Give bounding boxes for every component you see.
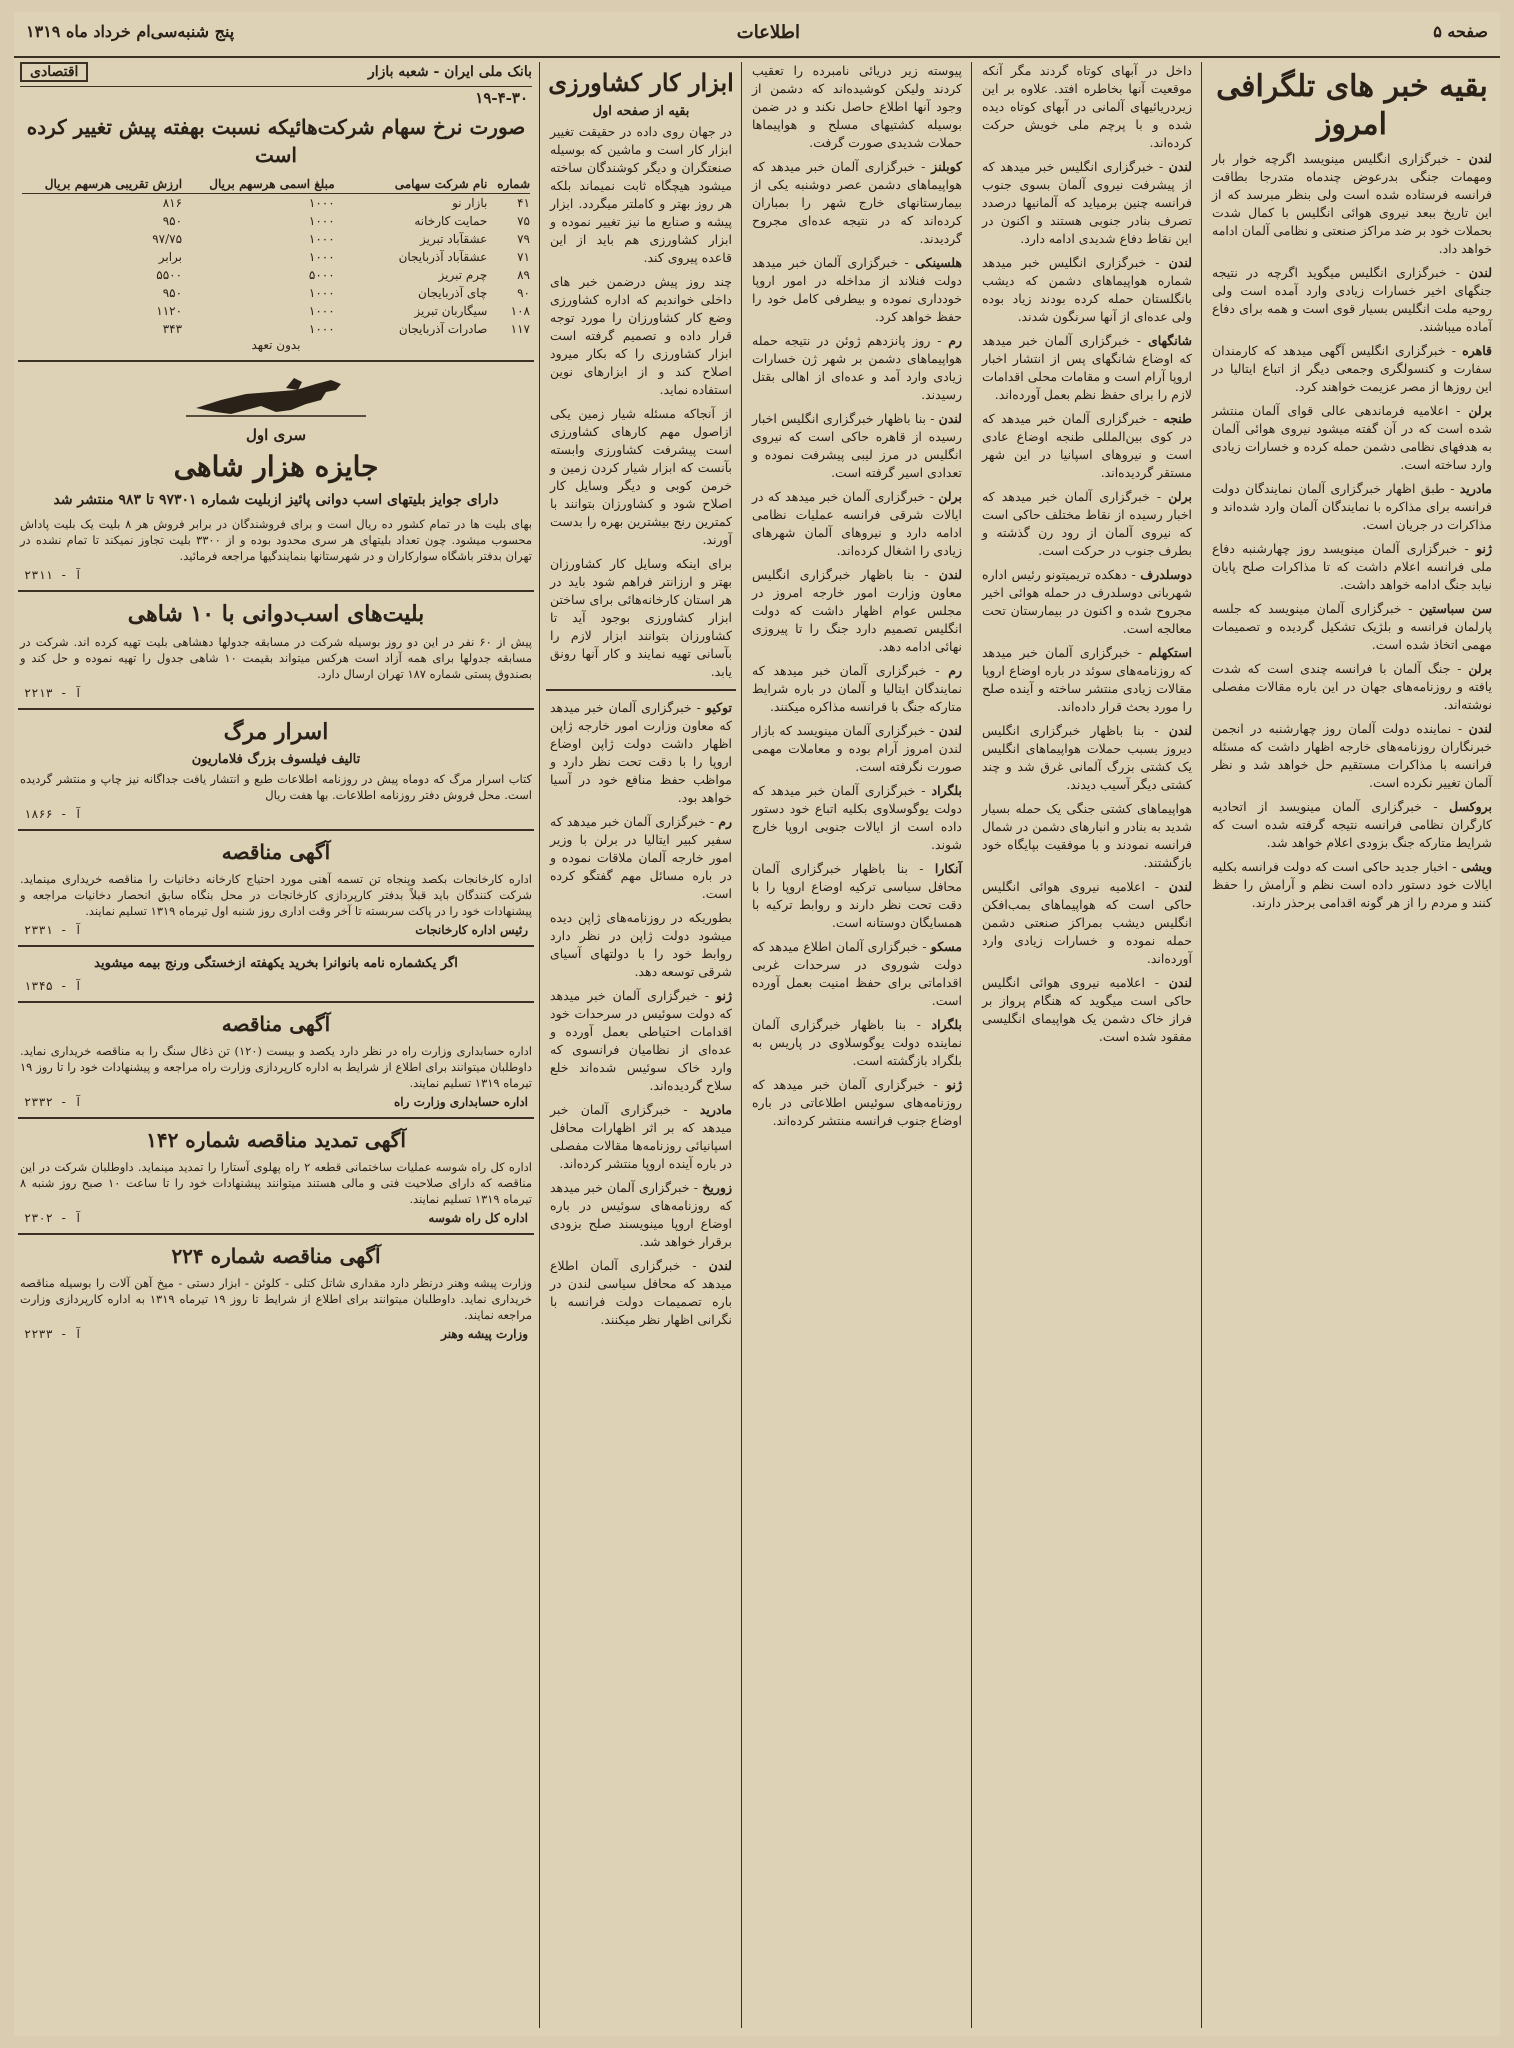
stock-cell-name: حمایت کارخانه [414,214,488,228]
news-item: رم - خبرگزاری آلمان خبر میدهد که سفیر کبیر ایتالیا در برلن با وزیر امور خارجه آلمان ملاقات نموده و در باره مسائل مهم گفتگو کرده است. [550,814,732,901]
stock-cell-num: ۷۹ [517,232,530,246]
stock-cell-nominal: ۱۰۰۰ [308,232,335,246]
news-item: لندن - خبرگزاری آلمان اطلاع میدهد که محافل سیاسی لندن در باره تصمیمات دولت فرانسه با نگرانی اظهار نظر میکنند. [550,1258,732,1327]
tender-signature: وزارت پیشه وهنر [441,1327,528,1341]
news-text: خبرگزاری آلمان مینویسد از اتحادیه کارگران نظامی فرانسه نتیجه گرفته شده است که شرایط متارکه جنگ بزودی اعلام خواهد شد. [1212,799,1492,850]
economy-header [20,62,532,87]
news-dateline: رم [948,333,963,348]
news-text: بنا باظهار خبرگزاری انگلیس دیروز بسبب حملات هواپیماهای انگلیس یک کشتی بزرگ آلمانی غرق شد و چند کشتی دیگر آسیب دیدند. [982,723,1192,792]
news-dateline: لندن [1168,159,1192,174]
tender-title: آگهی تمدید مناقصه شماره ۱۴۲ [146,1128,406,1152]
date-code: ۱۹-۴-۳۰ [475,89,528,107]
news-dateline: برلن [1468,661,1493,676]
news-text: خبرگزاری آلمان خبر میدهد که بر اثر اظهارات محافل اسپانیائی روزنامه‌ها مقالات مفصلی در باره آینده اروپا منتشر کرده‌اند. [550,1102,732,1171]
tender-signature: اداره حسابداری وزارت راه [394,1095,528,1109]
stock-cell-num: ۴۱ [517,196,530,210]
stock-cell-num: ۹۰ [517,286,530,300]
news-text: خبرگزاری آلمان خبر میدهد که سفیر کبیر ایتالیا در برلن با وزیر امور خارجه آلمان ملاقات نموده و در باره مسائل مهم گفتگو کرده است. [550,814,732,901]
news-item: سن سباستین - خبرگزاری آلمان مینویسد که جلسه پارلمان فرانسه و بلژیک تشکیل گردیده و تصمیمات مهمی اتخاذ شده است. [1212,601,1493,652]
stock-cell-num: ۷۱ [517,250,530,264]
stock-cell-num: ۱۰۸ [510,304,530,318]
news-item: هلسینکی - خبرگزاری آلمان خبر میدهد دولت فنلاند از مداخله در امور اروپا خودداری نموده و بیطرفی کامل خود را حفظ خواهد کرد. [752,255,962,324]
ad-code: آ - ۲۲۳۳ [24,1327,82,1341]
news-item: رم - خبرگزاری آلمان خبر میدهد که نمایندگان ایتالیا و آلمان در باره شرایط متارکه جنگ با فرانسه مذاکره میکنند. [752,663,962,714]
news-item: زوریخ - خبرگزاری آلمان خبر میدهد که روزنامه‌های سوئیس در باره اوضاع اروپا مینویسند صلح بزودی برقرار خواهد شد. [550,1180,732,1249]
table-row [22,212,530,230]
tender-footer [24,1211,528,1225]
news-item [550,123,732,267]
news-text: خبرگزاری آلمان خبر میدهد دولت فنلاند از مداخله در امور اروپا خودداری نموده و بیطرفی کامل خود را حفظ خواهد کرد. [752,255,962,324]
news-text: خبرگزاری آلمان اطلاع میدهد که محافل سیاسی لندن در باره تصمیمات دولت فرانسه با نگرانی اظهار نظر میکنند. [550,1258,732,1327]
stock-cell-nominal: ۱۰۰۰ [308,196,335,210]
stock-col-number: شماره [497,177,530,191]
news-item: بروکسل - خبرگزاری آلمان مینویسد از اتحادیه کارگران نظامی فرانسه نتیجه گرفته شده است که شرایط متارکه جنگ بزودی اعلام خواهد شد. [1212,799,1493,850]
book-body: کتاب اسرار مرگ که دوماه پیش در روزنامه اطلاعات طبع و انتشار یافت جداگانه نیز چاپ و منتشر گردیده است. محل فروش دفتر روزنامه اطلاعات. بها هفت ریال [20,772,532,802]
stock-cell-nominal: ۱۰۰۰ [308,214,335,228]
divider [18,945,534,947]
news-item: برلن - خبرگزاری آلمان خبر میدهد که در ایالات شرقی فرانسه عملیات نظامی ادامه دارد و نیروهای آلمان شهرهای زیادی را اشغال کرده‌اند. [752,489,962,558]
news-dateline: لندن [1168,255,1192,270]
news-dateline: لندن [708,1258,732,1273]
stock-cell-num: ۸۹ [517,268,530,282]
news-item [752,62,962,152]
news-text: خبرگزاری آلمان خبر میدهد که اوضاع شانگهای پس از انتشار اخبار اروپا آرام است و مقامات محلی اقدامات لازم را برای حفظ نظم بعمل آورده‌اند. [982,333,1192,402]
news-item: توکیو - خبرگزاری آلمان خبر میدهد که معاون وزارت امور خارجه ژاپن اظهار داشت دولت ژاپن اوضاع اروپا را با دقت تحت نظر دارد و مواظب حفظ منافع خود در آسیا خواهد بود. [550,700,732,805]
table-row [22,284,530,302]
page-number: صفحه ۵ [1433,22,1488,41]
news-item: کوبلنز - خبرگزاری آلمان خبر میدهد که هواپیماهای دشمن عصر دوشنبه یکی از بیمارستانهای خارج شهر را بمباران کرده‌اند که در نتیجه عده‌ای مجروح گردیدند. [752,159,962,246]
lottery-body: بهای بلیت ها در تمام کشور ده ریال است و برای فروشندگان در برابر فروش هر ۸ بلیت یک بلیت پاداش محسوب میشود. چون تعداد بلیتهای هر سری محدود بوده و از ۳۳۰۰ بلیت تجاوز نمیکند تا تمام نشده در تهران بدفتر باشگاه سوارکاران و در شهرستانها بنمایندگیها مراجعه فرمائید. [20,517,533,563]
stock-cell-name: سیگاربان تبریز [414,304,488,318]
stock-cell-name: عشقآباد تبریز [420,232,488,246]
section-tab-economy: اقتصادی [20,62,88,82]
stock-col-nominal: مبلغ اسمی هرسهم بریال [209,177,335,191]
table-row [22,320,530,338]
column-telegraph-news [1204,62,1500,2028]
divider [18,360,534,362]
news-text: داخل در آبهای کوتاه گردند مگر آنکه موقعیت آنها بخاطره افتد. علاوه بر این زیردریائیهای آلمانی در آبهای کوتاه دیده شده و با پرچم ملی خویش حرکت کرده‌اند. [982,63,1192,150]
news-item [550,405,732,549]
news-dateline: استکهلم [1149,645,1192,660]
news-text: جنگ آلمان با فرانسه چندی است که شدت یافته و روزنامه‌های جهان در این باره مقالات مفصلی نوشته‌اند. [1212,661,1492,712]
news-item: ژنو - خبرگزاری آلمان خبر میدهد که دولت سوئیس در سرحدات خود اقدامات احتیاطی بعمل آورده و عده‌ای از نظامیان فرانسوی که وارد خاک سوئیس شده‌اند خلع سلاح گردیده‌اند. [550,988,732,1093]
news-dateline: بلگراد [931,1017,963,1032]
newspaper-page [14,12,1500,2036]
news-text: از آنجاکه مسئله شیار زمین یکی ازاصول مهم کارهای کشاورزی است پیشرفت کشاورزی وابسته بآنست که ابزار شیار کردن زمین و خرمن کوبی و دیگر وسایل کار اصلاح شود و کشاورزان بتوانند با کمترین رنج بیشترین بهره را بدست آورند. [550,406,732,547]
column-rule [971,62,972,2028]
news-text: هواپیماهای کشتی جنگی یک حمله بسیار شدید به بنادر و انبارهای دشمن در شمال فرانسه نمودند و با موفقیت بپایگاه خود بازگشتند. [982,801,1192,870]
book-title: اسرار مرگ [223,719,329,745]
news-item [982,800,1192,872]
news-text: اخبار جدید حاکی است که دولت فرانسه بکلیه ایالات خود دستور داده است نظم و آرامش را حفظ کنند و مردم را از هر گونه اقدامی برحذر دارند. [1212,859,1492,910]
table-row [22,194,530,212]
news-text: بنا باظهار خبرگزاری آلمان نماینده دولت یوگوسلاوی در پاریس به بلگراد بازگشته است. [752,1017,962,1068]
news-text: بنا باظهار خبرگزاری انگلیس اخبار رسیده از قاهره حاکی است که نیروی انگلیس در مرز لیبی پیشرفت نموده و تعدادی اسیر گرفته است. [752,411,962,480]
news-text: بطوریکه در روزنامه‌های ژاپن دیده میشود دولت ژاپن در نظر دارد روابط خود را با دولتهای آسیای شرقی توسعه دهد. [550,910,732,979]
stock-cell-nominal: ۵۰۰۰ [308,268,335,282]
news-item: لندن - خبرگزاری آلمان مینویسد که بازار لندن امروز آرام بوده و معاملات مهمی صورت نگرفته است. [752,723,962,774]
bank-header: بانک ملی ایران - شعبه بازار [367,64,532,80]
column-rule [741,62,742,2028]
news-text: اعلامیه فرماندهی عالی قوای آلمان منتشر شده است که در آن گفته میشود نیروی هوائی آلمان به هدفهای نظامی دشمن حمله کرده و خسارات زیادی وارد ساخته است. [1212,403,1492,472]
column-rule [539,62,540,2028]
stock-cell-name: بازار نو [452,196,488,210]
news-text: خبرگزاری آلمان مینویسد که جلسه پارلمان فرانسه و بلژیک تشکیل گردیده و تصمیمات مهمی اتخاذ شده است. [1212,601,1492,652]
news-item: لندن - خبرگزاری انگلیس خبر میدهد که از پیشرفت نیروی آلمان بسوی جنوب فرانسه چنین برمیاید که آلمانیها درصدد تصرف بنادر جنوبی هستند و اکنون در این نقاط دفاع شدیدی ادامه دارد. [982,159,1192,246]
news-item: برلن - اعلامیه فرماندهی عالی قوای آلمان منتشر شده است که در آن گفته میشود نیروی هوائی آلمان به هدفهای نظامی دشمن حمله کرده و خسارات زیادی وارد ساخته است. [1212,403,1493,472]
news-item: مسکو - خبرگزاری آلمان اطلاع میدهد که دولت شوروی در سرحدات غربی اقداماتی برای حفظ امنیت بعمل آورده است. [752,939,962,1008]
stock-table-header [22,175,530,194]
news-item: لندن - خبرگزاری انگلیس خبر میدهد شماره هواپیماهای دشمن که دیشب بانگلستان حمله کرده بودند زیاد بوده ولی عده‌ای از آنها سرنگون شدند. [982,255,1192,324]
tickets-title: بلیت‌های اسب‌دوانی با ۱۰ شاهی [127,601,425,627]
news-dateline: لندن [1468,265,1493,280]
news-list [974,62,1200,1046]
stock-cell-num: ۱۱۷ [510,322,530,336]
news-text: طبق اظهار خبرگزاری آلمان نمایندگان دولت فرانسه برای مذاکره با نمایندگان آلمان وارد شده‌اند و مذاکرات در جریان است. [1212,481,1492,532]
news-text: نماینده دولت آلمان روز چهارشنبه در انجمن خبرنگاران روزنامه‌های خارجه اظهار داشت که مسئله فرانسه با مذاکرات مستقیم حل خواهد شد و نظر آلمان تغییر نکرده است. [1212,721,1492,790]
stock-col-name: نام شرکت سهامی [394,177,488,191]
news-text: اعلامیه نیروی هوائی انگلیس حاکی است میگوید که هنگام پرواز بر فراز خاک دشمن یک هواپیمای انگلیسی مفقود شده است. [982,975,1192,1044]
article-subhead: بقیه از صفحه اول [592,104,690,119]
tender-title: آگهی مناقصه [221,840,331,864]
news-text: خبرگزاری انگلیس خبر میدهد که از پیشرفت نیروی آلمان بسوی جنوب فرانسه چنین برمیاید که آلمانیها درصدد تصرف بنادر جنوبی هستند و اکنون در این نقاط دفاع شدیدی ادامه دارد. [982,159,1192,246]
news-item: رم - روز پانزدهم ژوئن در نتیجه حمله هواپیماهای دشمن بر شهر ژن خسارات زیادی وارد آمد و عده‌ای از اهالی بقتل رسیدند. [752,333,963,402]
tender-footer [24,1095,528,1109]
divider [18,1001,534,1003]
news-item: مادرید - خبرگزاری آلمان خبر میدهد که بر اثر اظهارات محافل اسپانیائی روزنامه‌ها مقالات مفصلی در باره آینده اروپا منتشر کرده‌اند. [550,1102,732,1171]
news-dateline: آنکارا [934,861,963,876]
news-text: برای اینکه وسایل کار کشاورزان بهتر و ارزانتر فراهم شود باید در هر استان کارخانه‌هائی برای ساختن ابزار کشاورزی بوجود آید تا کشاورزان بتوانند ابزار لازم را بآسانی تهیه نمایند و کار آنها رونق یابد. [550,556,732,679]
tender-title: آگهی مناقصه شماره ۲۲۴ [171,1244,381,1268]
news-text: خبرگزاری انگلیس مینویسد اگرچه خوار بار ومهمات جنگی بدرعوض چندماه متدرجا بطاقت فرانسه فرستاده شده است ولی بنظر مبرسد که از این تاریخ ببعد نیروی هوائی انگلیس با کمال شدت بحملات خود بر ضد مراکز صنعتی و نظامی آلمان ادامه خواهد داد. [1212,151,1492,256]
stock-cell-name: چرم تبریز [438,268,488,282]
lottery-prefix: سری اول [245,426,307,444]
stock-cell-num: ۷۵ [517,214,530,228]
lottery-title: جایزه هزار شاهی [173,450,379,483]
news-text: اعلامیه نیروی هوائی انگلیس حاکی است که هواپیماهای بمب‌افکن انگلیس دیشب بمراکز صنعتی دشمن حمله نموده و خسارات زیادی وارد آورده‌اند. [982,879,1192,966]
news-text: دهکده تریمیتونو رئیس اداره شهربانی دوسلدرف در حمله هوائی اخیر مجروح شده و اکنون در بیمارستان تحت معالجه است. [982,567,1192,636]
stock-cell-value: ۹۵۰ [162,286,183,300]
news-text: خبرگزاری آلمان خبر میدهد که روزنامه‌های سوئد در باره اوضاع اروپا مقالات زیادی منتشر ساخته و آینده صلح را مورد بحث قرار داده‌اند. [982,645,1192,714]
stock-cell-value: ۵۵۰۰ [156,268,183,282]
news-item: قاهره - خبرگزاری انگلیس آگهی میدهد که کارمندان سفارت و کنسولگری وجمعی دیگر از اتباع ایتالیا در این روزها از مصر عزیمت خواهند کرد. [1212,343,1492,394]
news-item: استکهلم - خبرگزاری آلمان خبر میدهد که روزنامه‌های سوئد در باره اوضاع اروپا مقالات زیادی منتشر ساخته و آینده صلح را مورد بحث قرار داده‌اند. [982,645,1192,714]
ad-code: آ - ۱۳۴۵ [24,979,82,993]
news-text: خبرگزاری آلمان خبر میدهد که در ایالات شرقی فرانسه عملیات نظامی ادامه دارد و نیروهای آلمان شهرهای زیادی را اشغال کرده‌اند. [752,489,962,558]
news-dateline: لندن [938,411,962,426]
news-text: خبرگزاری انگلیس آگهی میدهد که کارمندان سفارت و کنسولگری وجمعی دیگر از اتباع ایتالیا در این روزها از مصر عزیمت خواهند کرد. [1212,343,1492,394]
table-row [22,230,530,248]
news-item: آنکارا - بنا باظهار خبرگزاری آلمان محافل سیاسی ترکیه اوضاع اروپا را با دقت تحت نظر دارند و روابط ترکیه با همسایگان دوستانه است. [752,861,963,930]
tender-body: اداره حسابداری وزارت راه در نظر دارد یکصد و بیست (۱۲۰) تن ذغال سنگ را به مناقصه خریداری نماید. داوطلبان میتوانند برای اطلاع از شرایط به اداره کارپردازی وزارت راه مراجعه و پیشنهادات خود را تا روز ۱۹ تیرماه ۱۳۱۹ تسلیم نمایند. [20,1044,532,1090]
news-dateline: توکیو [705,700,732,715]
ad-code: آ - ۲۳۱۱ [24,568,82,582]
news-list [744,62,970,1130]
divider [18,708,534,710]
tender-signature: اداره کل راه شوسه [428,1211,528,1225]
ad-code: آ - ۱۸۶۶ [24,807,82,821]
racehorse-icon [176,370,376,420]
news-text: خبرگزاری آلمان مینویسد که بازار لندن امروز آرام بوده و معاملات مهمی صورت نگرفته است. [752,723,962,774]
news-item: مادرید - طبق اظهار خبرگزاری آلمان نمایندگان دولت فرانسه برای مذاکره با نمایندگان آلمان وارد شده‌اند و مذاکرات در جریان است. [1212,481,1493,532]
divider [546,689,736,691]
news-text: خبرگزاری آلمان اطلاع میدهد که دولت شوروی در سرحدات غربی اقداماتی برای حفظ امنیت بعمل آورده است. [752,939,962,1008]
stock-headline: صورت نرخ سهام شرکت‌هائیکه نسبت بهفته پیش تغییر کرده است [26,115,526,167]
news-item: لندن - بنا باظهار خبرگزاری انگلیس دیروز بسبب حملات هواپیماهای انگلیس یک کشتی بزرگ آلمانی غرق شد و چند کشتی دیگر آسیب دیدند. [982,723,1193,792]
news-dateline: هلسینکی [915,255,962,270]
news-item: بلگراد - بنا باظهار خبرگزاری آلمان نماینده دولت یوگوسلاوی در پاریس به بلگراد بازگشته است. [752,1017,963,1068]
column-agriculture [542,62,740,2028]
ad-code: آ - ۲۲۱۳ [24,686,82,700]
news-item: لندن - اعلامیه نیروی هوائی انگلیس حاکی است که هواپیماهای بمب‌افکن انگلیس دیشب بمراکز صنعتی دشمن حمله نموده و خسارات زیادی وارد آورده‌اند. [982,879,1193,966]
table-row [22,248,530,266]
news-text: خبرگزاری آلمان خبر میدهد که نمایندگان ایتالیا و آلمان در باره شرایط متارکه جنگ با فرانسه مذاکره میکنند. [752,663,962,714]
news-item: ژنو - خبرگزاری آلمان مینویسد روز چهارشنبه دفاع ملی فرانسه اعلام داشت که تا مذاکرات صلح پایان نیابد جنگ ادامه خواهد داشت. [1212,541,1492,592]
news-item: لندن - اعلامیه نیروی هوائی انگلیس حاکی است میگوید که هنگام پرواز بر فراز خاک دشمن یک هواپیمای انگلیسی مفقود شده است. [982,975,1193,1044]
news-text: پیوسته زیر دریائی نامبرده را تعقیب کردند ولیکن کوشیده‌اند که دشمن از وجود آنها اطلاع حاصل نکند و در ضمن بوسیله کشتیهای مسلح و هواپیماها حملات شدیدی صورت گرفت. [752,63,962,150]
news-dateline: رم [718,814,732,829]
news-list [1204,150,1500,912]
stock-cell-name: عشقآباد آذربایجان [398,250,488,264]
news-item: بلگراد - خبرگزاری آلمان خبر میدهد که دولت یوگوسلاوی بکلیه اتباع خود دستور داده است از ایالات جنوبی اروپا خارج شوند. [752,783,962,852]
column-economy-ads [14,62,538,2028]
divider [18,1117,534,1119]
news-dateline: ویشی [1460,859,1492,874]
news-text: خبرگزاری آلمان مینویسد روز چهارشنبه دفاع ملی فرانسه اعلام داشت که تا مذاکرات صلح پایان نیابد جنگ ادامه خواهد داشت. [1212,541,1492,592]
news-dateline: لندن [938,723,962,738]
stock-cell-name: صادرات آذربایجان [398,322,488,336]
news-text: خبرگزاری آلمان خبر میدهد که دولت سوئیس در سرحدات خود اقدامات احتیاطی بعمل آورده و عده‌ای از نظامیان فرانسوی که وارد خاک سوئیس شده‌اند خلع سلاح گردیده‌اند. [550,988,732,1093]
news-text: خبرگزاری انگلیس خبر میدهد شماره هواپیماهای دشمن که دیشب بانگلستان حمله کرده بودند زیاد بوده ولی عده‌ای از آنها سرنگون شدند. [982,255,1192,324]
news-dateline: لندن [1168,879,1193,894]
news-dateline: ژنو [1476,541,1492,556]
news-dateline: کوبلنز [931,159,962,174]
news-dateline: رم [948,663,962,678]
tender-footer [24,923,528,937]
news-item [550,555,732,681]
news-dateline: شانگهای [1147,333,1192,348]
news-item: لندن - بنا باظهار خبرگزاری انگلیس معاون وزارت امور خارجه امروز در مجلس عوام اظهار داشت که دولت انگلیس تصمیم دارد جنگ را تا پیروزی نهائی ادامه دهد. [752,567,963,654]
news-text: در جهان روی داده در حقیقت تغییر ابزار کار است و ماشین که بوسیله صنعتگران و دیگر کوشندگان ساخته میشود هیچگاه ثابت نمیماند بلکه هر روز بهتر و کاملتر میگردد. ابزار پیشه و صنایع ما نیز تغییر نموده و ابزار کشاورزی هم باید از این قاعده پیروی کند. [550,124,732,265]
stock-cell-name: چای آذربایجان [418,286,488,300]
insurance-notice: اگر یکشماره نامه بانوانرا بخرید یکهفته ازخستگی ورنج بیمه میشوید [94,956,458,971]
ad-code: آ - ۲۳۳۱ [24,923,82,937]
news-dateline: برلن [1168,489,1192,504]
section-headline: بقیه خبر های تلگرافی امروز [1216,69,1488,142]
divider [18,590,534,592]
stock-cell-value: ۸۱۶ [162,196,183,210]
stock-cell-value: ۹۵۰ [162,214,183,228]
column-news-2 [974,62,1200,2028]
news-dateline: مسکو [930,939,962,954]
news-dateline: ژنو [716,988,732,1003]
news-item [550,273,732,399]
news-item: طنجه - خبرگزاری آلمان خبر میدهد که در کوی بین‌المللی طنجه اوضاع عادی است و نیروهای اسپانیا در این شهر مستقر گردیده‌اند. [982,411,1192,480]
news-dateline: دوسلدرف [1140,567,1192,582]
stock-cell-value: ۱۱۲۰ [156,304,183,318]
news-dateline: طنجه [1163,411,1192,426]
news-dateline: لندن [1468,151,1492,166]
stock-cell-nominal: ۱۰۰۰ [308,286,335,300]
lottery-subtitle: دارای جوایز بلیتهای اسب دوانی پائیز ازبلیت شماره ۹۷۳۰۱ تا ۹۸۳ منتشر شد [53,492,499,508]
news-dateline: قاهره [1462,343,1492,358]
news-dateline: ژنو [946,1077,962,1092]
news-dateline: سن سباستین [1419,601,1493,616]
tender-body: اداره کارخانجات بکصد وپنجاه تن تسمه آهنی مورد احتیاج کارخانه دخانیات را مناقصه خریداری مینماید. شرکت کنندگان باید قبلاً بدفتر کارپردازی کارخانجات در محل بنگاه سابق انحصار دخانیات مراجعه و پیشنهادات خود را در پاکت سربسته تا آخر وقت اداری روز شنبه اول تیرماه ۱۳۱۹ تسلیم نمایند. [20,872,532,918]
news-dateline: برلن [1468,403,1493,418]
tender-title: آگهی مناقصه [221,1012,331,1036]
news-text: روز پانزدهم ژوئن در نتیجه حمله هواپیماهای دشمن بر شهر ژن خسارات زیادی وارد آمد و عده‌ای از اهالی بقتل رسیدند. [752,333,962,402]
stock-footnote: بدون تعهد [251,338,301,352]
news-item: برلن - خبرگزاری آلمان خبر میدهد که اخبار رسیده از نقاط مختلف حاکی است که نیروی آلمان از رود رن گذشته و بطرف جنوب در حرکت است. [982,489,1192,558]
news-dateline: مادرید [699,1102,732,1117]
stock-cell-nominal: ۱۰۰۰ [308,250,335,264]
table-row [22,266,530,284]
tender-signature: رئیس اداره کارخانجات [415,923,528,937]
news-dateline: لندن [1468,721,1492,736]
news-item: لندن - خبرگزاری انگلیس میگوید اگرچه در نتیجه جنگهای اخیر خسارات زیادی وارد آمده است ولی روحیه ملت انگلیس بسیار قوی است و همه برای دفاع آماده میباشند. [1212,265,1493,334]
news-list [542,699,740,1329]
ad-code: آ - ۲۳۰۲ [24,1211,82,1225]
column-news-3 [744,62,970,2028]
tender-body: وزارت پیشه وهنر درنظر دارد مقداری شاتل کتلی - کلوئن - ابزار دستی - میخ آهن آلات را بوسیله مناقصه خریداری نماید. داوطلبان میتوانند برای اطلاع از شرایط تا روز ۱۹ تیرماه ۱۳۱۹ به اداره کارپردازی وزارت مراجعه نمایند. [20,1276,532,1322]
news-item: لندن - نماینده دولت آلمان روز چهارشنبه در انجمن خبرنگاران روزنامه‌های خارجه اظهار داشت که مسئله فرانسه با مذاکرات مستقیم حل خواهد شد و نظر آلمان تغییر نکرده است. [1212,721,1492,790]
news-text: خبرگزاری آلمان خبر میدهد که روزنامه‌های سوئیس اطلاعاتی در باره اوضاع جنوب فرانسه منتشر کرده‌اند. [752,1077,962,1128]
news-dateline: بروکسل [1449,799,1493,814]
stock-col-value: ارزش تقریبی هرسهم بریال [44,177,183,191]
ad-code: آ - ۲۳۳۲ [24,1095,82,1109]
news-text: چند روز پیش درضمن خبر های داخلی خواندیم که اداره کشاورزی وضع کار کشاورزان را مورد توجه قرار داده و تصمیم گرفته است ابزار کشاورزی را که بکار میرود اصلاح کند و از ابزارهای نوین استفاده نماید. [550,274,732,397]
table-row [22,302,530,320]
news-dateline: مادرید [1459,481,1493,496]
news-text: خبرگزاری انگلیس میگوید اگرچه در نتیجه جنگهای اخیر خسارات زیادی وارد آمده است ولی روحیه ملت انگلیس بسیار قوی است و همه برای دفاع آماده میباشند. [1212,265,1492,334]
news-item: ویشی - اخبار جدید حاکی است که دولت فرانسه بکلیه ایالات خود دستور داده است نظم و آرامش را حفظ کنند و مردم را از هر گونه اقدامی برحذر دارند. [1212,859,1492,910]
news-item: لندن - بنا باظهار خبرگزاری انگلیس اخبار رسیده از قاهره حاکی است که نیروی انگلیس در مرز لیبی پیشرفت نموده و تعدادی اسیر گرفته است. [752,411,962,480]
news-item [982,62,1192,152]
news-dateline: زوریخ [702,1180,732,1195]
tickets-body: پیش از ۶۰ نفر در این دو روز بوسیله شرکت در مسابقه جدولها دهشاهی بلیت تهیه کرده اند. شرکت در مسابقه جدولها برای همه آزاد است هرکس میتواند بقیمت ۱۰ شاهی جدول را تهیه نموده و حل کند و بصندوق پستی شماره ۱۸۷ تهران ارسال دارد. [20,635,532,681]
news-text: بنا باظهار خبرگزاری انگلیس معاون وزارت امور خارجه امروز در مجلس عوام اظهار داشت که دولت انگلیس تصمیم دارد جنگ را تا پیروزی نهائی ادامه دهد. [752,567,962,654]
news-item [550,909,732,981]
issue-date: پنج شنبه‌سی‌ام خرداد ماه ۱۳۱۹ [26,22,235,41]
divider [18,829,534,831]
stock-cell-value: ۳۴۳ [162,322,183,336]
news-item: دوسلدرف - دهکده تریمیتونو رئیس اداره شهربانی دوسلدرف در حمله هوائی اخیر مجروح شده و اکنون در بیمارستان تحت معالجه است. [982,567,1192,636]
masthead [14,12,1500,58]
article-headline: ابزار کار کشاورزی [548,68,734,97]
stock-cell-value: برابر [158,250,183,264]
stock-cell-nominal: ۱۰۰۰ [308,322,335,336]
divider [18,1233,534,1235]
paper-name: اطلاعات [736,22,800,43]
news-text: خبرگزاری آلمان خبر میدهد که روزنامه‌های سوئیس در باره اوضاع اروپا مینویسند صلح بزودی برقرار خواهد شد. [550,1180,732,1249]
news-text: خبرگزاری آلمان خبر میدهد که هواپیماهای دشمن عصر دوشنبه یکی از بیمارستانهای خارج شهر را بمباران کرده‌اند که در نتیجه عده‌ای مجروح گردیدند. [752,159,962,246]
news-text: بنا باظهار خبرگزاری آلمان محافل سیاسی ترکیه اوضاع اروپا را با دقت تحت نظر دارند و روابط ترکیه با همسایگان دوستانه است. [752,861,962,930]
news-dateline: لندن [938,567,963,582]
news-text: خبرگزاری آلمان خبر میدهد که معاون وزارت امور خارجه ژاپن اظهار داشت دولت ژاپن اوضاع اروپا را با دقت تحت نظر دارد و مواظب حفظ منافع خود در آسیا خواهد بود. [550,700,732,805]
stock-table [14,194,538,338]
news-dateline: لندن [1168,975,1193,990]
stock-cell-nominal: ۱۰۰۰ [308,304,335,318]
news-text: خبرگزاری آلمان خبر میدهد که دولت یوگوسلاوی بکلیه اتباع خود دستور داده است از ایالات جنوبی اروپا خارج شوند. [752,783,962,852]
article-body [542,123,740,681]
news-dateline: برلن [938,489,962,504]
tender-body: اداره کل راه شوسه عملیات ساختمانی قطعه ۲ راه پهلوی آستارا را تمدید مینماید. داوطلبان شرکت در این مناقصه که دارای صلاحیت فنی و مالی هستند میتوانند پیشنهادات خود را تا ساعت ۱۰ صبح روز شنبه ۸ تیرماه ۱۳۱۹ تسلیم نمایند. [20,1160,532,1206]
book-author: تالیف فیلسوف بزرگ فلاماریون [191,752,361,767]
news-dateline: لندن [1168,723,1193,738]
news-item: شانگهای - خبرگزاری آلمان خبر میدهد که اوضاع شانگهای پس از انتشار اخبار اروپا آرام است و مقامات محلی اقدامات لازم را برای حفظ نظم بعمل آورده‌اند. [982,333,1192,402]
news-item: لندن - خبرگزاری انگلیس مینویسد اگرچه خوار بار ومهمات جنگی بدرعوض چندماه متدرجا بطاقت فرانسه فرستاده شده است ولی بنظر مبرسد که از این تاریخ ببعد نیروی هوائی انگلیس با کمال شدت بحملات خود بر ضد مراکز صنعتی و نظامی آلمان ادامه خواهد داد. [1212,151,1492,256]
news-item: برلن - جنگ آلمان با فرانسه چندی است که شدت یافته و روزنامه‌های جهان در این باره مقالات مفصلی نوشته‌اند. [1212,661,1493,712]
stock-cell-value: ۹۷/۷۵ [152,232,183,246]
tender-footer [24,1327,528,1341]
news-text: خبرگزاری آلمان خبر میدهد که اخبار رسیده از نقاط مختلف حاکی است که نیروی آلمان از رود رن گذشته و بطرف جنوب در حرکت است. [982,489,1192,558]
news-dateline: بلگراد [931,783,962,798]
news-text: خبرگزاری آلمان خبر میدهد که در کوی بین‌المللی طنجه اوضاع عادی است و نیروهای اسپانیا در این شهر مستقر گردیده‌اند. [982,411,1192,480]
news-item: ژنو - خبرگزاری آلمان خبر میدهد که روزنامه‌های سوئیس اطلاعاتی در باره اوضاع جنوب فرانسه منتشر کرده‌اند. [752,1077,962,1128]
column-rule [1201,62,1202,2028]
